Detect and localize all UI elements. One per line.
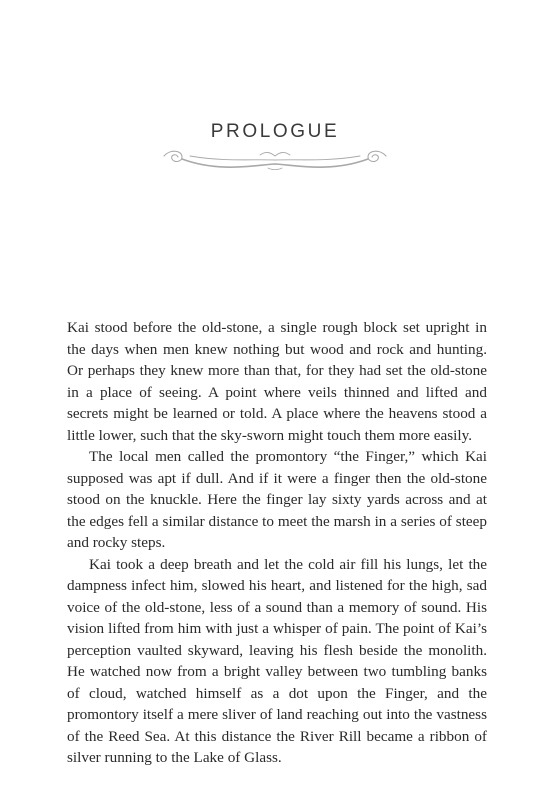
flourish-divider-icon: [160, 147, 390, 173]
paragraph-3: Kai took a deep breath and let the cold air fill his lungs, let the dampness infect him, slowed his heart, and listened for the high, sad voice of the old-stone, less of a sound than a memory of sound. His vision lifted from him with just a whisper of pain. The point of Kai’s perception vaulted skyward, leaving his flesh beside the monolith. He watched now from a bright valley between two tumbling banks of cloud, watched himself as a dot upon the Finger, and the promontory itself a mere sliver of land reaching out into the vastness of the Reed Sea. At this distance the River Rill became a ribbon of silver running to the Lake of Glass.: [67, 555, 487, 766]
paragraph-1: Kai stood before the old-stone, a single rough block set upright in the days when men knew nothing but wood and rock and hunting. Or perhaps they knew more than that, for they had set the old-stone in a place of seeing. A point where veils thinned and lifted and secrets might be learned or told. A place where the heavens stood a little lower, such that the sky-sworn might touch them more easily.: [67, 319, 487, 444]
chapter-title: PROLOGUE: [210, 121, 340, 142]
paragraph-2: The local men called the promontory “the Finger,” which Kai supposed was apt if dull. And if it were a finger then the old-stone stood on the knuckle. Here the finger lay sixty yards across and at the edges fell a similar distance to meet the marsh in a series of steep and rocky steps.: [67, 448, 487, 551]
prologue-body: [67, 317, 487, 769]
